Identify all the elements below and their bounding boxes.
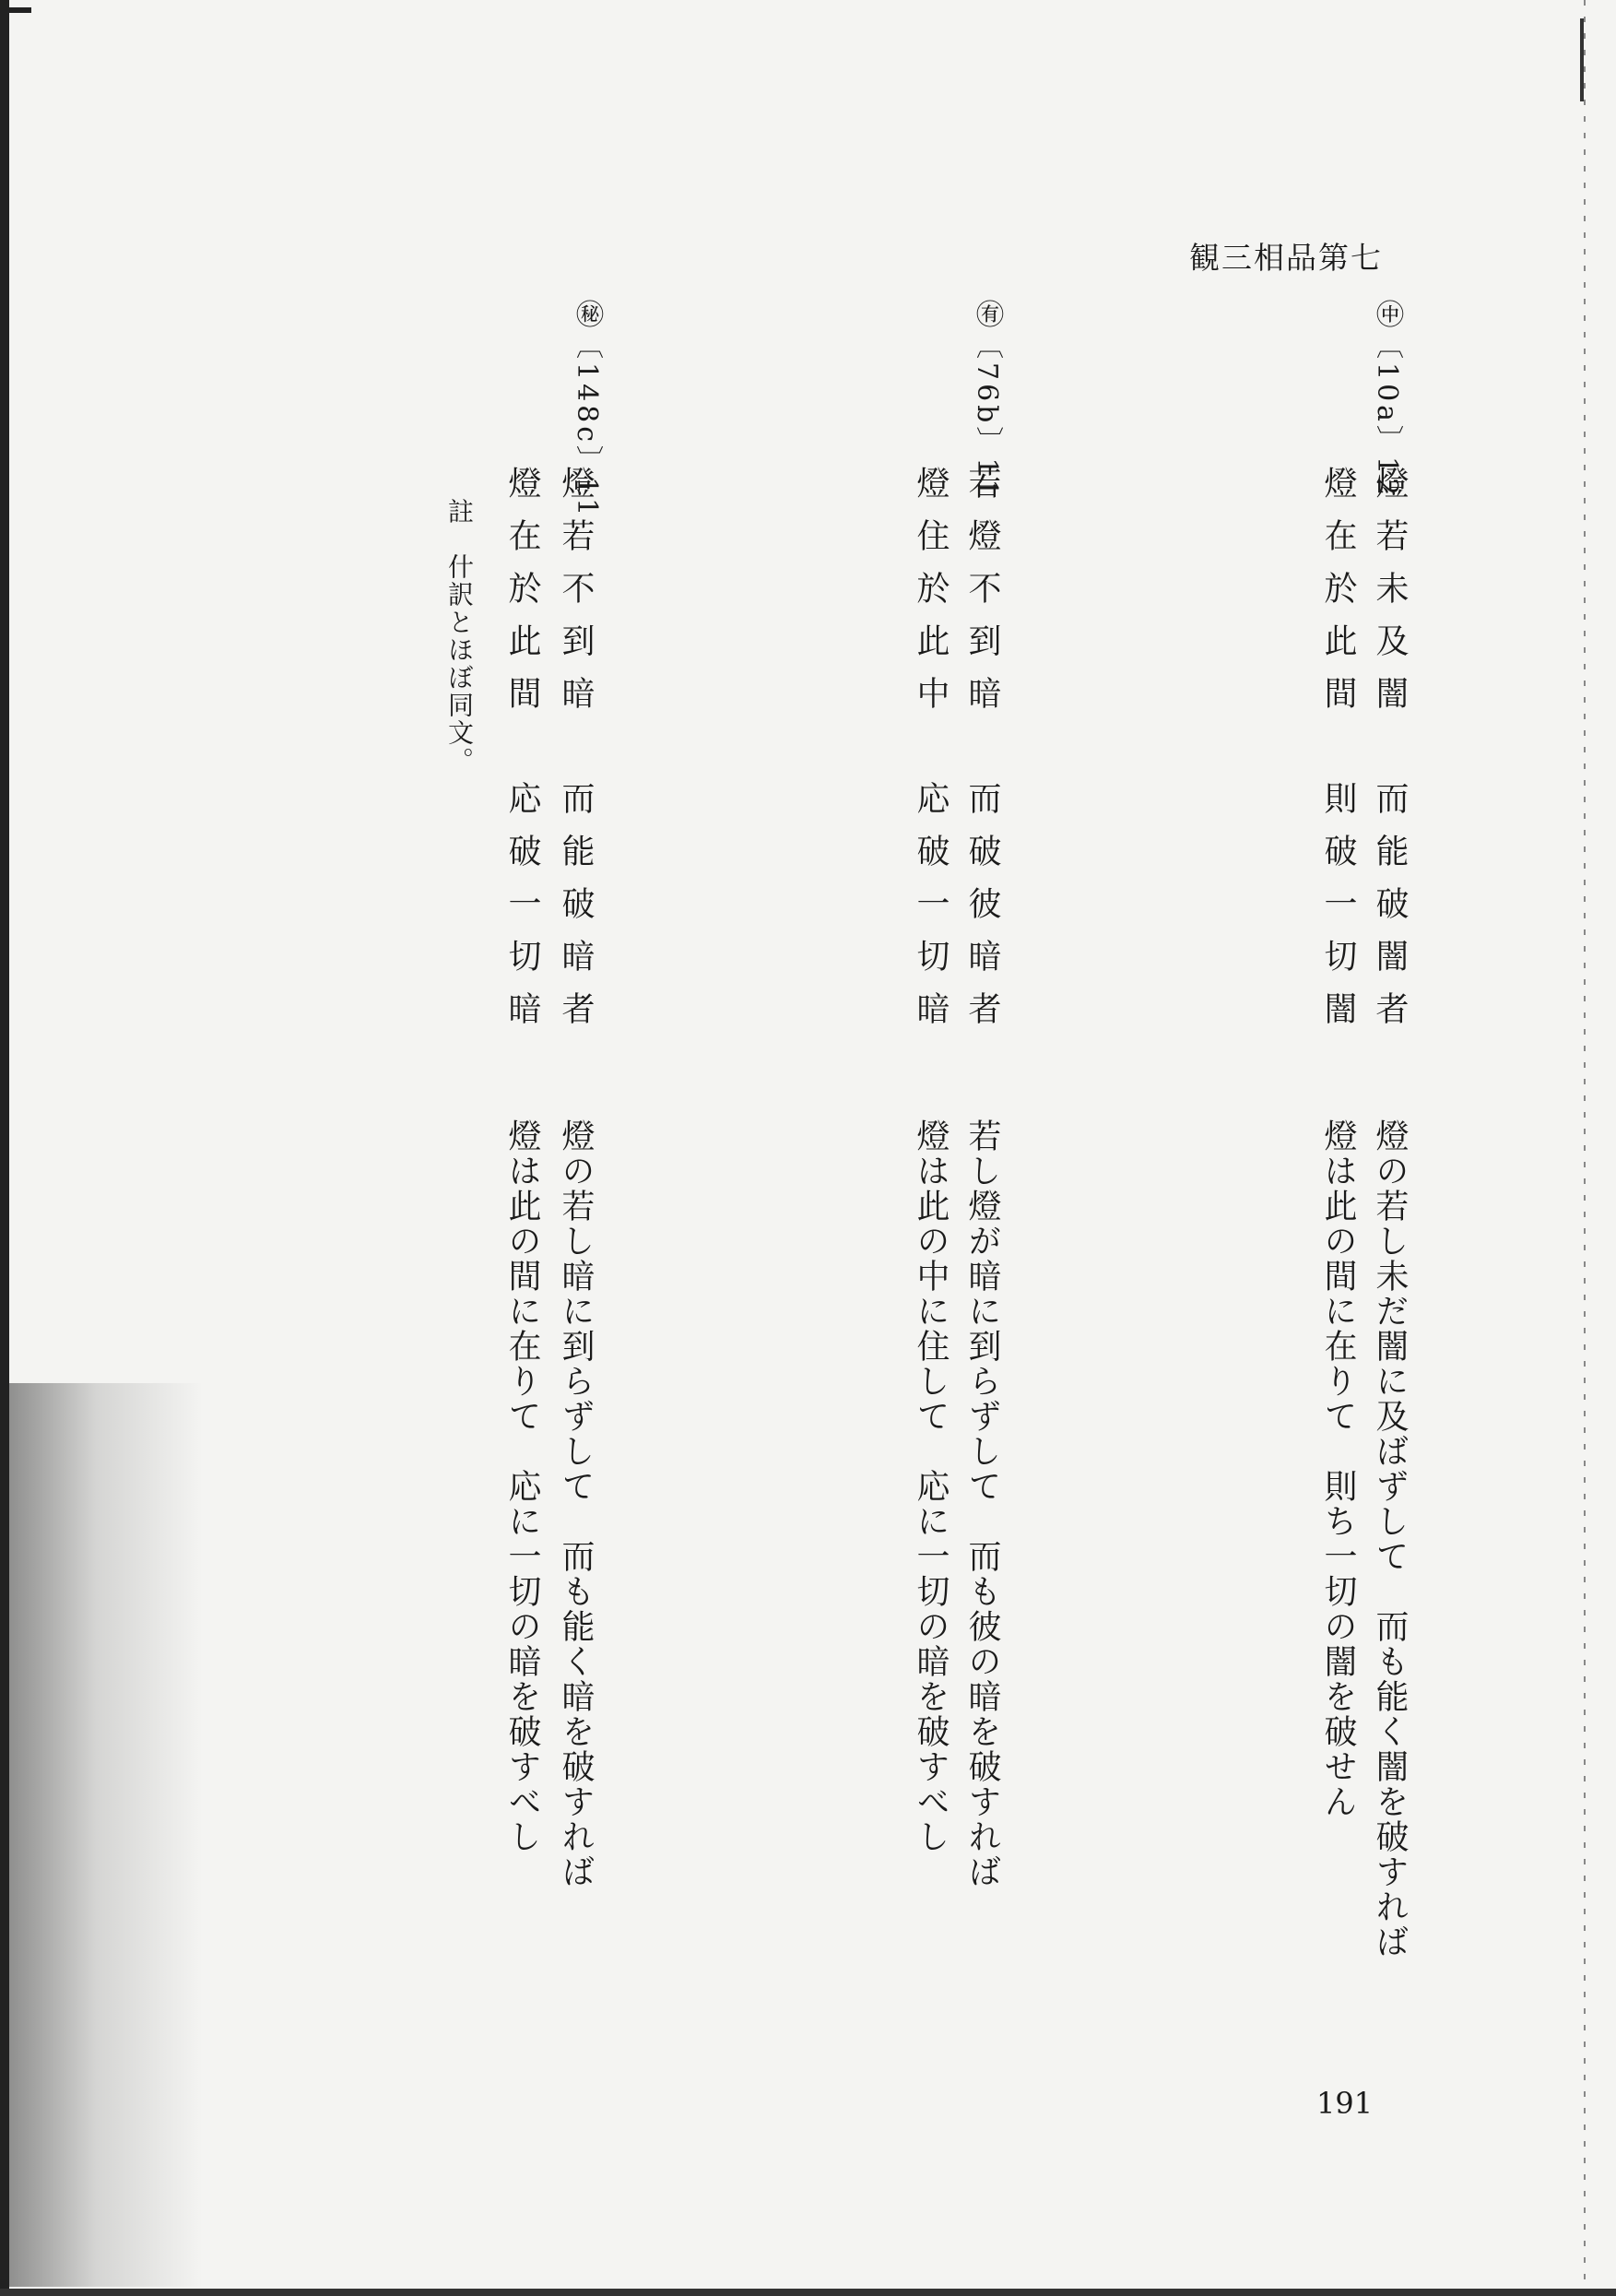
verse-2-line-2: 燈住於此中 応破一切暗 (912, 466, 950, 1044)
scan-left-tick (0, 7, 31, 13)
verse-2-reading-2: 燈は此の中に住して 応に一切の暗を破すべし (912, 1118, 950, 1854)
verse-2-line-1: 若燈不到暗 而破彼暗者 (963, 466, 1001, 1044)
running-header: 観三相品第七 (1189, 240, 1383, 276)
verse-1-reading-2: 燈は此の間に在りて 則ち一切の闇を破せん (1319, 1118, 1357, 1819)
verse-1-line-2: 燈在於此間 則破一切闇 (1319, 466, 1357, 1044)
verse-3-reading-2: 燈は此の間に在りて 応に一切の暗を破すべし (503, 1118, 541, 1854)
scan-left-border (0, 0, 9, 2296)
verse-3-marker: ㊙〔148c〕11 (571, 300, 603, 520)
scan-right-edge (1584, 0, 1586, 2296)
scan-bottom-border (0, 2289, 1616, 2296)
verse-3-line-1: 燈若不到暗 而能破暗者 (557, 466, 595, 1044)
scan-right-mark (1580, 18, 1584, 101)
verse-3-line-2: 燈在於此間 応破一切暗 (503, 466, 541, 1044)
verse-3-reading-1: 燈の若し暗に到らずして 而も能く暗を破すれば (557, 1118, 595, 1889)
footnote: 註 什訳とほぼ同文。 (444, 498, 475, 775)
page-number: 191 (1316, 2086, 1374, 2121)
scan-shadow (9, 1383, 203, 2287)
verse-1-reading-1: 燈の若し未だ闇に及ばずして 而も能く闇を破すれば (1371, 1118, 1409, 1959)
verse-2-marker: ㊒〔76b〕11 (971, 300, 1003, 501)
verse-1-marker: ㊥〔10a〕12 (1371, 300, 1403, 500)
verse-1-line-1: 燈若未及闇 而能破闇者 (1371, 466, 1409, 1044)
verse-2-reading-1: 若し燈が暗に到らずして 而も彼の暗を破すれば (963, 1118, 1001, 1889)
